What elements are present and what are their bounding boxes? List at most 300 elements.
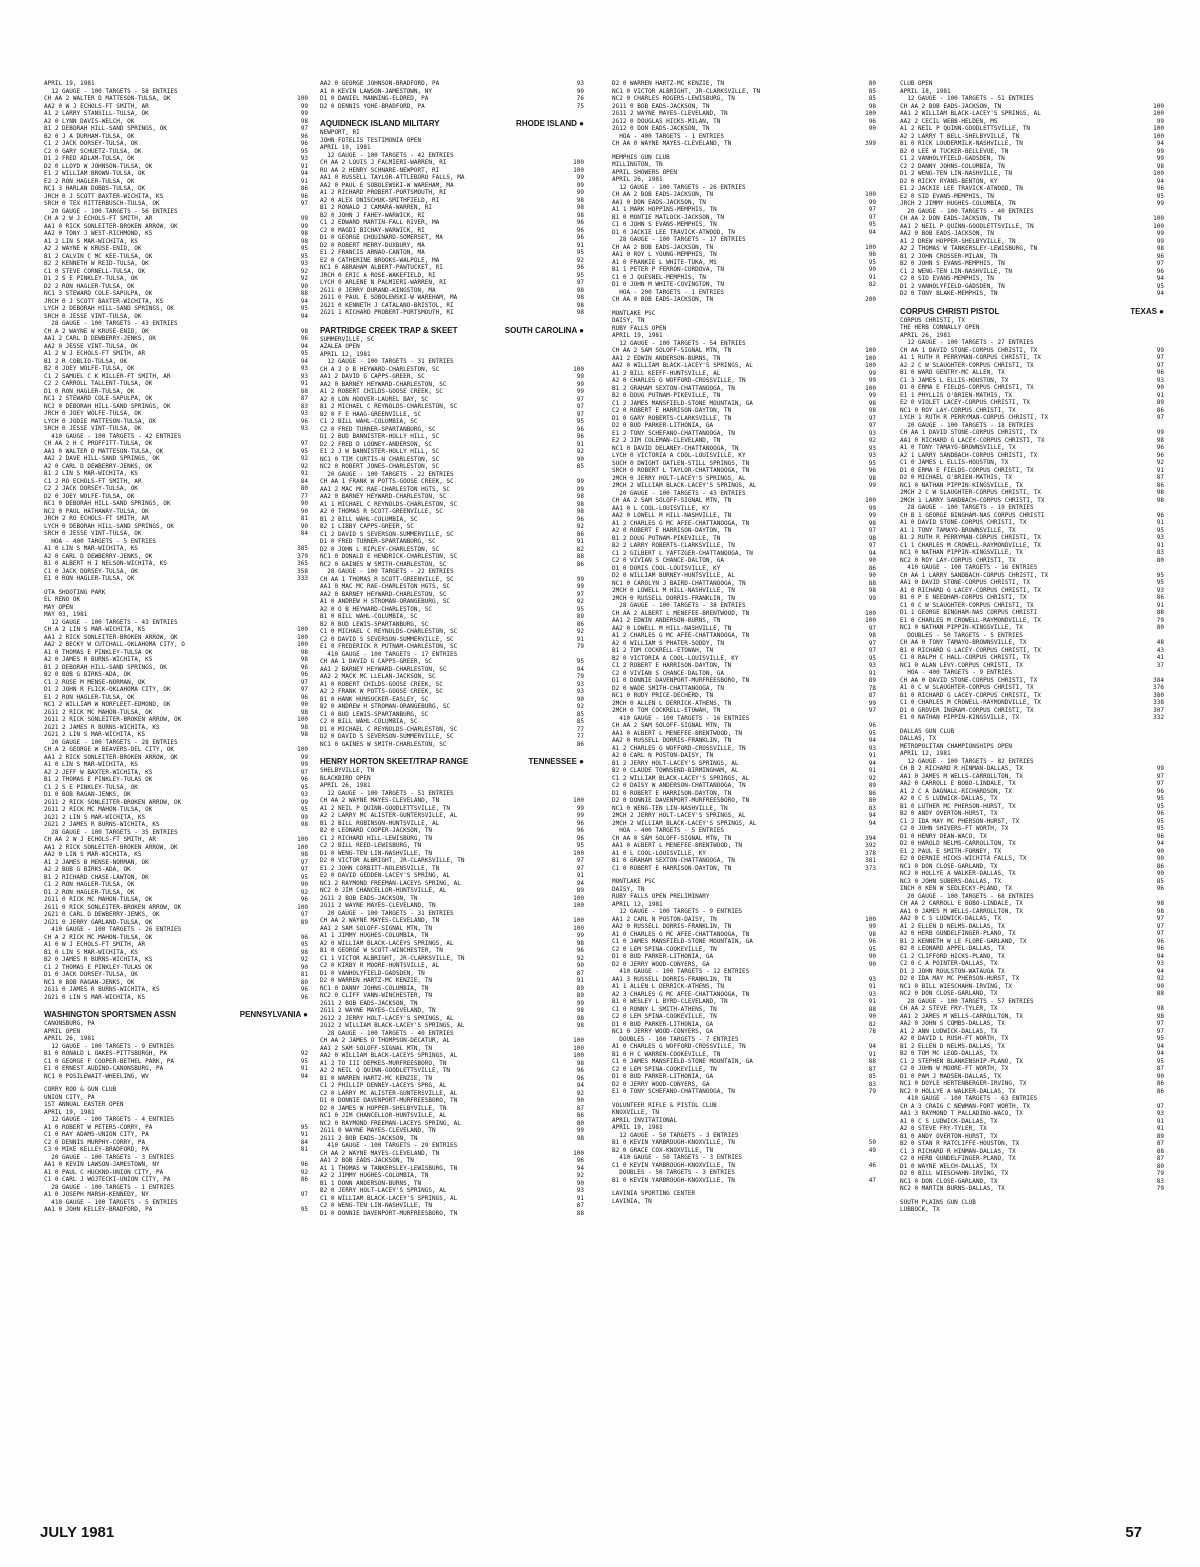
result-text: APRIL OPEN: [44, 1027, 81, 1035]
score: 98: [300, 230, 308, 237]
result-row: [612, 467, 876, 475]
result-text: C1 2 JAMES MANSFIELD-STONE MOUNTAIN, GA: [612, 399, 753, 407]
result-text: AA2 0 C S LUDWICK-DALLAS, TX: [900, 915, 1002, 922]
score: [304, 1035, 308, 1043]
result-row: [900, 758, 1164, 766]
result-text: 12 GAUGE - 100 TARGETS - 31 ENTRIES: [320, 358, 454, 365]
result-text: AA1 2 WILLIAM BLACK-LACEY'S SPRINGS, AL: [900, 110, 1041, 117]
result-text: D2 0 TONY BLAKE-MEMPHIS, TN: [900, 290, 998, 297]
result-text: C1 2 CLIFFORD HICKS-PLANO, TX: [900, 952, 1005, 960]
result-text: D1 0 BUD PARKER-LITHONIA, GA: [612, 1073, 714, 1080]
result-text: APRIL 18, 1981: [900, 87, 951, 95]
result-row: [320, 1105, 584, 1113]
result-text: A1 2 NEIL P QUINN-GOODLETTSVILLE, TN: [900, 125, 1031, 132]
score: 96: [868, 938, 876, 945]
result-row: [320, 561, 584, 569]
club-header-row: [320, 325, 584, 336]
score: [304, 1101, 308, 1109]
section-gap: [320, 748, 584, 754]
result-row: [44, 358, 308, 366]
score: [580, 910, 584, 918]
result-text: A2 0 ROBERT E HARRISON-DAYTON, TN: [612, 527, 732, 534]
score: 88: [1156, 609, 1164, 616]
result-row: [44, 410, 308, 418]
result-row: [900, 684, 1164, 692]
score: 93: [1156, 534, 1164, 541]
section-gap: [320, 110, 584, 116]
result-row: [320, 1090, 584, 1098]
score: 91: [868, 983, 876, 990]
result-text: D2 0 HAROLD NELMS-CARROLLTON, TX: [900, 840, 1016, 847]
result-text: C1 2 RON HAGLER-TULSA, OK: [44, 881, 135, 888]
result-text: UNION CITY, PA: [44, 1093, 95, 1101]
result-text: 20 GAUGE - 100 TARGETS - 3 ENTRIES: [44, 1153, 175, 1161]
result-row: [320, 827, 584, 835]
result-text: OTA SHOOTING PARK: [44, 588, 106, 596]
score: 86: [576, 530, 584, 538]
result-text: A1 1 MARK HOPPINS-MEMPHIS, TN: [612, 206, 717, 213]
result-row: [612, 1117, 876, 1125]
result-row: [44, 1094, 308, 1102]
result-text: SRCH 0 ROBERT L TAYLOR-CHATTANOOGA, TN: [612, 467, 750, 474]
score: 96: [1156, 885, 1164, 892]
result-text: NC1 0 WENG-TEN LIN-NASHVILLE, TN: [612, 804, 728, 812]
result-text: AA2 0 TONY J WEST-RICHMOND, KS: [44, 230, 153, 237]
result-text: B1 2 BILL ROBINSON-HUNTSVILLE, AL: [320, 819, 440, 827]
result-text: D1 0 ERMA E FIELDS-CORPUS CHRISTI, TX: [900, 384, 1034, 391]
result-row: [900, 953, 1164, 961]
result-row: [612, 214, 876, 222]
result-text: 28 GAUGE - 100 TARGETS - 17 ENTRIES: [612, 236, 746, 243]
result-text: CH AA 0 BOB EADS-JACKSON, TN: [612, 296, 714, 303]
result-text: A2 3 CHARLES G MC AFEE-CHATTANOOGA, TN: [612, 990, 750, 998]
result-text: C1 2 VANHOLYFIELD-GADSDEN, TN: [900, 155, 1005, 162]
result-text: NC2 0 PAUL HATHAWAY-TULSA, OK: [44, 507, 149, 515]
result-row: [44, 694, 308, 702]
score: 87: [868, 692, 876, 699]
result-row: [612, 274, 876, 282]
result-text: C1 2 RO ECHOLS-FT SMITH, AR: [44, 477, 142, 485]
score: 99: [868, 923, 876, 930]
result-text: NC1 0 NATHAN PIPPIN-KINGSVILLE, TX: [900, 624, 1023, 631]
result-text: D1 0 ROBERT E HARRISON-DAYTON, TN: [612, 789, 732, 797]
score: 99: [576, 485, 584, 493]
score: 99: [1156, 155, 1164, 162]
result-text: 2G11 0 JAMES R BURNS-WICHITA, KS: [44, 986, 160, 993]
result-row: [900, 238, 1164, 246]
result-row: [612, 572, 876, 580]
result-row: [44, 530, 308, 538]
result-row: [320, 666, 584, 674]
score: [872, 886, 876, 894]
result-text: SOUTH PLAINS GUN CLUB: [900, 1198, 976, 1206]
result-row: [612, 80, 876, 88]
result-text: AA1 0 JAMES M WELLS-CARROLLTON, TX: [900, 907, 1023, 915]
result-row: [900, 1199, 1164, 1207]
score: 97: [868, 639, 876, 647]
result-row: [44, 829, 308, 837]
result-row: [612, 340, 876, 348]
score: [304, 208, 308, 216]
result-row: [900, 1110, 1164, 1118]
result-text: B1 2 JOHN CROSSER-MILAN, TN: [900, 252, 998, 260]
result-text: HOA - 400 TARGETS - 5 ENTRIES: [44, 537, 156, 545]
result-row: [44, 806, 308, 814]
score: 87: [576, 969, 584, 977]
result-text: 12 GAUGE - 100 TARGETS - 51 ENTRIES: [900, 95, 1034, 102]
score: 96: [576, 819, 584, 827]
score: 90: [576, 695, 584, 703]
result-text: D1 0 MICHAEL C REYNOLDS-CHARLESTON, SC: [320, 725, 458, 733]
score: 100: [865, 354, 876, 362]
score: 99: [868, 392, 876, 399]
score: 98: [300, 117, 308, 125]
score: [872, 133, 876, 141]
score: 97: [576, 590, 584, 598]
score: 97: [300, 911, 308, 918]
result-text: CH AA 2 JAMES O THOMPSON-DECATUR, AL: [320, 1037, 451, 1044]
result-text: A1 2 NEIL P QUINN-GOODLETTSVILLE, TN: [320, 804, 451, 812]
result-text: 2G11 0 JERRY DURAND-KINGSTON, MA: [320, 286, 436, 294]
result-text: 20 GAUGE - 100 TARGETS - 40 ENTRIES: [900, 207, 1034, 215]
result-text: 410 GAUGE - 100 TARGETS - 5 ENTRIES: [44, 1198, 178, 1206]
score: [580, 137, 584, 145]
result-text: CH AA 2 ALBERT L MENEFEE-BRENTWOOD, TN: [612, 609, 750, 617]
score: 98: [300, 948, 308, 956]
result-row: [900, 810, 1164, 818]
result-row: [612, 191, 876, 199]
result-row: [612, 901, 876, 909]
result-text: NC1 0 ALAN LEVY-CORPUS CHRISTI, TX: [900, 661, 1023, 669]
result-text: 12 GAUGE - 100 TARGETS - 9 ENTRIES: [44, 1042, 175, 1050]
result-text: NC2 0 ROBERT JONES-CHARLESTON, SC: [320, 463, 440, 470]
result-row: [320, 696, 584, 704]
score: 95: [300, 245, 308, 252]
score: 95: [576, 418, 584, 425]
result-row: [612, 475, 876, 483]
result-text: E2 0 DAVID GEDDEN-LACEY'S SPRING, AL: [320, 872, 451, 879]
result-text: A2 0 LON HOOVER-LAUREL BAY, SC: [320, 395, 429, 403]
result-text: C2 0 LEM SPINA-COOKEVILLE, TN: [612, 1013, 717, 1020]
score: [872, 184, 876, 192]
result-row: [900, 275, 1164, 283]
score: 98: [576, 493, 584, 500]
result-text: CH AA 2 CARROLL E BOBO-LINDALE, TX: [900, 900, 1023, 907]
result-text: RU AA 2 HENRY SCHNARE-NEWPORT, RI: [320, 166, 440, 174]
score: [872, 1132, 876, 1140]
result-row: [612, 1021, 876, 1029]
result-text: E1 2 TONY SCHEFANO-CHATTANOOGA, TN: [612, 429, 735, 437]
result-row: [612, 752, 876, 760]
result-row: [320, 1000, 584, 1008]
result-text: C1 2 JACK DORSEY-TULSA, OK: [44, 140, 138, 147]
result-row: [320, 366, 584, 374]
score: 89: [576, 992, 584, 999]
result-text: D1 0 HENRY DEAN-WACO, TX: [900, 832, 987, 840]
result-row: [44, 896, 308, 904]
result-text: 12 GAUGE - 100 TARGETS - 26 ENTRIES: [612, 183, 746, 191]
result-row: [320, 651, 584, 659]
score: 85: [576, 710, 584, 718]
result-text: B2 0 VICTORIA A COOL-LOUISVILLE, KY: [612, 654, 739, 662]
result-row: [320, 197, 584, 205]
result-row: [612, 251, 876, 259]
score: 98: [300, 656, 308, 663]
result-row: [900, 155, 1164, 163]
score: 99: [300, 753, 308, 761]
score: 91: [576, 440, 584, 448]
result-text: A2 2 NEIL Q QUINN-GOODLETTSVILLE, TN: [320, 1067, 451, 1074]
result-row: [900, 118, 1164, 126]
result-row: [44, 926, 308, 934]
result-row: [320, 1172, 584, 1180]
result-row: [612, 415, 876, 423]
score: 87: [1156, 1155, 1164, 1162]
result-text: CH A 2 GEORGE W BEAVERS-DEL CITY, OK: [44, 746, 175, 753]
result-text: D1 0 BUD PARKER-LITHONIA, GA: [612, 1020, 714, 1028]
result-row: [44, 343, 308, 351]
score: 86: [1156, 481, 1164, 489]
score: 83: [868, 1080, 876, 1088]
score: 88: [300, 387, 308, 395]
result-row: [44, 1131, 308, 1139]
score: 99: [300, 110, 308, 117]
result-text: LYCH 0 DEBORAH HILL-SAND SPRINGS, OK: [44, 522, 175, 530]
score: 93: [300, 791, 308, 798]
result-text: AA1 2 MAC MC RAE-CHARLESTON HGTS, SC: [320, 485, 451, 493]
result-row: [320, 152, 584, 160]
result-row: [612, 199, 876, 207]
result-row: [44, 934, 308, 942]
result-row: [320, 493, 584, 501]
result-text: E1 1 PHYLLIS O'BRIEN-MATHIS, TX: [900, 391, 1012, 399]
result-text: C2 0 MAGDI BICHAY-WARWICK, RI: [320, 226, 425, 234]
score: 99: [1156, 200, 1164, 207]
score: 91: [300, 470, 308, 477]
score: 92: [576, 1172, 584, 1179]
result-text: A2 2 JEFF W BAXTER-WICHITA, KS: [44, 768, 153, 776]
result-text: A1 0 THOMAS E PINKLEY-TULSA OK: [44, 648, 153, 656]
result-row: [44, 200, 308, 208]
result-text: A1 0 ROBERT CHILDS-GOOSE CREEK, SC: [320, 680, 443, 688]
result-text: A1 1 JIMMY HUGHES-COLUMBIA, TN: [320, 932, 429, 939]
result-row: [320, 1165, 584, 1173]
score: 93: [576, 1187, 584, 1194]
result-row: [320, 583, 584, 591]
result-row: [612, 737, 876, 745]
score: [580, 129, 584, 137]
score: 96: [576, 827, 584, 834]
score: 98: [1156, 1012, 1164, 1020]
result-text: E1 2 J W BANNISTER-HOLLY HILL, SC: [320, 448, 440, 455]
result-text: 12 GAUGE - 100 TARGETS - 82 ENTRIES: [900, 757, 1034, 765]
result-text: E2 0 SID EVANS-MEMPHIS, TN: [900, 192, 994, 200]
score: 98: [576, 301, 584, 309]
result-row: [44, 560, 308, 568]
score: 90: [300, 500, 308, 507]
result-text: B1 2 GRAHAM SEXTON-CHATTANOOGA, TN: [612, 384, 735, 392]
result-text: B1 2 MICHAEL C REYNOLDS-CHARLESTON, SC: [320, 403, 458, 410]
result-text: 28 GAUGE - 100 TARGETS - 40 ENTRIES: [320, 1029, 454, 1037]
score: 84: [300, 1138, 308, 1146]
result-text: LAVINIA, TN: [612, 1197, 652, 1205]
result-text: C1 0 GEORGE F COOPER-BETHEL PARK, PA: [44, 1057, 175, 1065]
score: 94: [300, 342, 308, 350]
result-row: [612, 154, 876, 162]
result-text: 2G11 2 WAYNE MAYES-CLEVELAND, TN: [612, 110, 728, 117]
result-row: [320, 992, 584, 1000]
score: 100: [573, 924, 584, 932]
result-text: NC1 0 GAINES W SMITH-CHARLESTON, SC: [320, 740, 447, 748]
score: 95: [300, 147, 308, 155]
result-text: B1 0 RICHARD G LACEY-CORPUS CHRISTI, TX: [900, 646, 1041, 654]
result-text: B2 0 F E HAAG-GREENVILLE, SC: [320, 410, 422, 418]
score: 95: [300, 252, 308, 260]
result-text: C1 1 CHARLES M CROWELL-RAYMONDVILLE, TX: [900, 541, 1041, 549]
score: 93: [300, 155, 308, 162]
score: 86: [1156, 1087, 1164, 1095]
result-row: [612, 490, 876, 498]
result-row: [612, 452, 876, 460]
result-row: [900, 245, 1164, 253]
result-row: [612, 133, 876, 141]
result-row: [320, 441, 584, 449]
score: 93: [868, 975, 876, 983]
results-column-2: [320, 80, 584, 1217]
score: 90: [868, 953, 876, 960]
score: 93: [300, 365, 308, 372]
result-text: AA1 0 KEVIN LAWSON-JAMESTOWN, NY: [44, 1161, 160, 1168]
score: 96: [300, 986, 308, 993]
result-row: [900, 384, 1164, 392]
result-row: [612, 647, 876, 655]
result-text: D1 0 WENG-TEN LIN-NASHVILLE, TN: [320, 849, 432, 857]
result-text: 20 GAUGE - 100 TARGETS - 43 ENTRIES: [612, 489, 746, 497]
result-row: [612, 88, 876, 96]
result-text: B2 2 KENNETH W REID-TULSA, OK: [44, 260, 149, 267]
result-row: [320, 872, 584, 880]
score: 97: [576, 857, 584, 864]
state-label: SOUTH CAROLINA ●: [501, 325, 584, 336]
score: 96: [576, 264, 584, 271]
state-label: RHODE ISLAND ●: [512, 118, 584, 129]
score: 98: [868, 587, 876, 594]
result-row: [320, 902, 584, 910]
result-row: [612, 1154, 876, 1162]
score: 92: [300, 888, 308, 896]
score: 95: [300, 941, 308, 948]
result-row: [44, 1101, 308, 1109]
score: 79: [1156, 616, 1164, 624]
score: 97: [868, 624, 876, 632]
result-text: A1 0 KEVIN LAWSON-JAMESTOWN, NY: [320, 87, 432, 95]
result-row: [44, 155, 308, 163]
score: [872, 968, 876, 976]
score: 99: [868, 377, 876, 384]
score: [1160, 422, 1164, 430]
result-row: [320, 741, 584, 749]
result-text: CH AA 2 SAM SOLOFF-SIGNAL MTN, TN: [612, 722, 732, 729]
result-row: [320, 857, 584, 865]
result-text: AA2 0 RUSSELL DORRIS-FRANKLIN, TN: [612, 923, 732, 930]
score: 94: [300, 1072, 308, 1080]
result-row: [900, 677, 1164, 685]
score: 100: [865, 609, 876, 617]
result-text: A1 0 PAUL C HUCKNO-UNION CITY, PA: [44, 1168, 164, 1176]
result-text: D1 0 PAM J MADSEN-DALLAS, TX: [900, 1072, 1002, 1080]
result-row: [44, 656, 308, 664]
result-text: D2 2 FRED D LOONEY-ANDERSON, SC: [320, 440, 432, 448]
result-text: A2 0 CARL N POSTON-DAISY, TN: [612, 752, 714, 759]
result-row: [320, 681, 584, 689]
result-text: B1 0 KEVIN YARBROUGH-KNOXVILLE, TN: [612, 1176, 735, 1184]
result-row: [900, 489, 1164, 497]
result-row: [612, 595, 876, 603]
result-text: D1 2 S E PINKLEY-TULSA, OK: [44, 275, 138, 282]
result-text: DAISY, TN: [612, 885, 645, 893]
result-row: [44, 904, 308, 912]
score: 96: [868, 467, 876, 474]
score: 98: [868, 474, 876, 482]
result-row: [44, 523, 308, 531]
score: 99: [1156, 147, 1164, 155]
score: 89: [868, 677, 876, 684]
score: 93: [868, 444, 876, 452]
score: [872, 325, 876, 333]
result-text: B1 0 KEVIN YARBROUGH-KNOXVILLE, TN: [612, 1139, 735, 1146]
result-row: [900, 863, 1164, 871]
result-text: B2 2 LARRY ROBERTS-CLARKSVILLE, TN: [612, 542, 735, 549]
result-row: [900, 818, 1164, 826]
result-row: [900, 735, 1164, 743]
score: 92: [300, 956, 308, 963]
result-row: [612, 1169, 876, 1177]
score: 99: [300, 102, 308, 110]
result-text: AA1 0 DON EADS-JACKSON, TN: [612, 198, 706, 206]
result-row: [44, 80, 308, 88]
score: 98: [576, 1059, 584, 1067]
score: 100: [573, 365, 584, 373]
result-row: [44, 95, 308, 103]
result-row: [612, 602, 876, 610]
result-row: [44, 350, 308, 358]
result-row: [900, 369, 1164, 377]
result-text: AA1 0 DAVID STONE-CORPUS CHRISTI, TX: [900, 579, 1031, 586]
result-row: [612, 377, 876, 385]
score: 99: [300, 813, 308, 821]
score: 91: [1156, 601, 1164, 609]
result-text: A2 2 JIMMY HUGHES-COLUMBIA, TN: [320, 1172, 429, 1179]
result-row: [612, 445, 876, 453]
result-text: 28 GAUGE - 100 TARGETS - 43 ENTRIES: [44, 320, 178, 327]
score: 100: [573, 917, 584, 924]
result-text: A1 2 TO III DEPKES-MURFREESBORO, TN: [320, 1059, 447, 1067]
result-row: [320, 977, 584, 985]
result-text: C1 2 IDA MAY MC PHERSON-HURST, TX: [900, 817, 1020, 825]
score: 47: [868, 1176, 876, 1184]
result-row: [320, 523, 584, 531]
result-row: [612, 505, 876, 513]
score: [1160, 88, 1164, 96]
result-text: 20 GAUGE - 100 TARGETS - 68 ENTRIES: [900, 892, 1034, 900]
result-row: [612, 176, 876, 184]
result-row: [320, 1097, 584, 1105]
result-text: DALLAS, TX: [900, 735, 937, 742]
score: [580, 336, 584, 344]
score: [304, 1043, 308, 1051]
result-text: A2 0 HERB GUNDELFINGER-PLANO, TX: [900, 930, 1016, 937]
result-text: LYCH 1 RUTH R PERRYMAN-CORPUS CHRISTI, TX: [900, 414, 1049, 421]
